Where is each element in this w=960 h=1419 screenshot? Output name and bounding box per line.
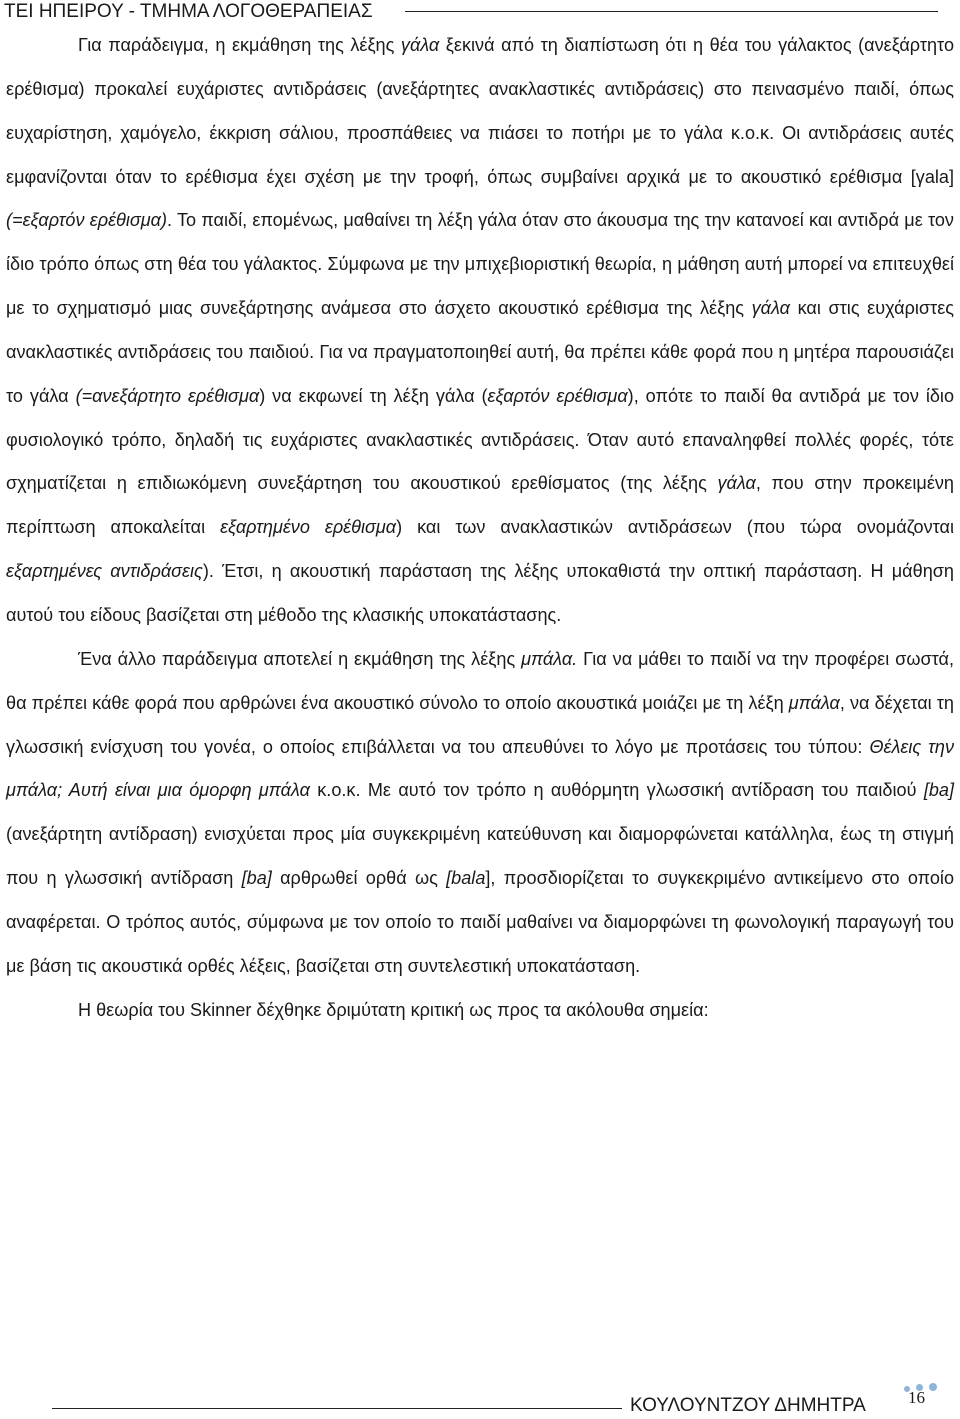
footer-divider [52,1408,622,1409]
paragraph [6,638,954,989]
paragraph [6,989,954,1033]
page-footer [0,1380,960,1419]
text-run: . Το παιδί, επομένως, μαθαίνει τη λέξη γάλα όταν στο άκουσμα της την κατανοεί και αντιδρά με τον ίδιο τρόπο όπως στη θέα του γάλακτος. Σύμφωνα με την μπιχεβιοριστική θεωρία, η μάθηση αυτή μπορεί να επιτευχθεί με το σχηματισμό μιας συνεξάρτησης ανάμεσα στο άσχετο ακουστικό ερέθισμα της λέξης [6,210,954,319]
text-run: (ανεξάρτητη αντίδραση) ενισχύεται προς μία συγκεκριμένη κατεύθυνση και διαμορφώνεται κατάλληλα, έως τη στιγμή που η γλωσσική αντίδραση [6,824,954,889]
italic-text-run: [ba] [241,868,272,889]
text-run: ) να εκφωνεί τη λέξη γάλα ( [259,385,488,406]
italic-text-run: μπάλα. [521,648,578,669]
text-run: ). Έτσι, η ακουστική παράσταση της λέξης υποκαθιστά την οπτική παράσταση. Η μάθηση αυτού του είδους βασίζεται στη μέθοδο της κλασικής υποκατάστασης. [6,561,954,625]
italic-text-run: [ba] [923,780,954,801]
text-run: ) και των ανακλαστικών αντιδράσεων (που τώρα ονομάζονται [396,517,954,538]
footer-author: ΚΟΥΛΟΥΝΤΖΟΥ ΔΗΜΗΤΡΑ [630,1395,866,1416]
italic-text-run: εξαρτημένο ερέθισμα [220,517,397,538]
italic-text-run: γάλα [751,298,790,319]
italic-text-run: [bala [446,868,486,889]
text-run: Ένα άλλο παράδειγμα αποτελεί η εκμάθηση της λέξης [78,648,522,669]
text-run: αρθρωθεί ορθά ως [271,868,447,889]
italic-text-run: Θέλεις την μπάλα; Αυτή είναι μια όμορφη μπάλα [6,736,954,801]
text-run: ξεκινά από τη διαπίστωση ότι η θέα του γάλακτος (ανεξάρτητο ερέθισμα) προκαλεί ευχάριστες αντιδράσεις (ανεξάρτητες ανακλαστικές αντιδράσεις) στο πεινασμένο παιδί, όπως ευχαρίστηση, χαμόγελο, έκκριση σάλιου, προσπάθειες να πιάσει το ποτήρι με το γάλα κ.ο.κ. Οι αντιδράσεις αυτές εμφανίζονται όταν το ερέθισμα έχει σχέση με την τροφή, όπως συμβαίνει αρχικά με το ακουστικό ερέθισμα [γala] [6,35,955,187]
text-run: Η θεωρία του Skinner δέχθηκε δριμύτατη κριτική ως προς τα ακόλουθα σημεία: [78,999,709,1020]
text-run: ], προσδιορίζεται το συγκεκριμένο αντικείμενο στο οποίο αναφέρεται. Ο τρόπος αυτός, σύμφωνα με τον οποίο το παιδί μαθαίνει να διαμορφώνει τη φωνολογική παραγωγή του με βάση τις ακουστικά ορθές λέξεις, βασίζεται στη συντελεστική υποκατάσταση. [6,868,955,976]
text-run: κ.ο.κ. Με αυτό τον τρόπο η αυθόρμητη γλωσσική αντίδραση του παιδιού [309,780,924,801]
italic-text-run: εξαρτημένες αντιδράσεις [6,561,203,582]
italic-text-run: γάλα [717,473,756,494]
page-header [0,0,960,26]
text-run: και στις ευχάριστες ανακλαστικές αντιδράσεις του παιδιού. Για να πραγματοποιηθεί αυτή, θα πρέπει κάθε φορά που η μητέρα παρουσιάζει το γάλα [6,298,954,406]
italic-text-run: εξαρτόν ερέθισμα [487,385,628,406]
italic-text-run: (=εξαρτόν ερέθισμα) [6,210,168,231]
italic-text-run: (=ανεξάρτητο ερέθισμα [75,385,260,406]
text-run: Για παράδειγμα, η εκμάθηση της λέξης [78,35,401,55]
document-body [6,24,954,1032]
header-divider [405,11,938,12]
italic-text-run: γάλα [400,35,440,55]
page-number: 16 [908,1388,925,1407]
text-run: , που στην προκειμένη περίπτωση αποκαλείται [6,473,954,538]
paragraph [6,24,954,638]
text-run: , να δέχεται τη γλωσσική ενίσχυση του γονέα, ο οποίος επιβάλλεται να του απευθύνει το λόγο με προτάσεις του τύπου: [6,692,954,757]
header-title: ΤΕΙ ΗΠΕΙΡΟΥ - ΤΜΗΜΑ ΛΟΓΟΘΕΡΑΠΕΙΑΣ [4,1,373,22]
text-run: ), οπότε το παιδί θα αντιδρά με τον ίδιο φυσιολογικό τρόπο, δηλαδή τις ευχάριστες ανακλαστικές αντιδράσεις. Όταν αυτό επαναληφθεί πολλές φορές, τότε σχηματίζεται η επιδιωκόμενη συνεξάρτηση του ακουστικού ερεθίσματος (της λέξης [6,385,955,494]
italic-text-run: μπάλα [788,692,840,713]
text-run: Για να μάθει το παιδί να την προφέρει σωστά, θα πρέπει κάθε φορά που αρθρώνει ένα ακουστικό σύνολο το οποίο ακουστικά μοιάζει με τη λέξη [6,648,954,713]
